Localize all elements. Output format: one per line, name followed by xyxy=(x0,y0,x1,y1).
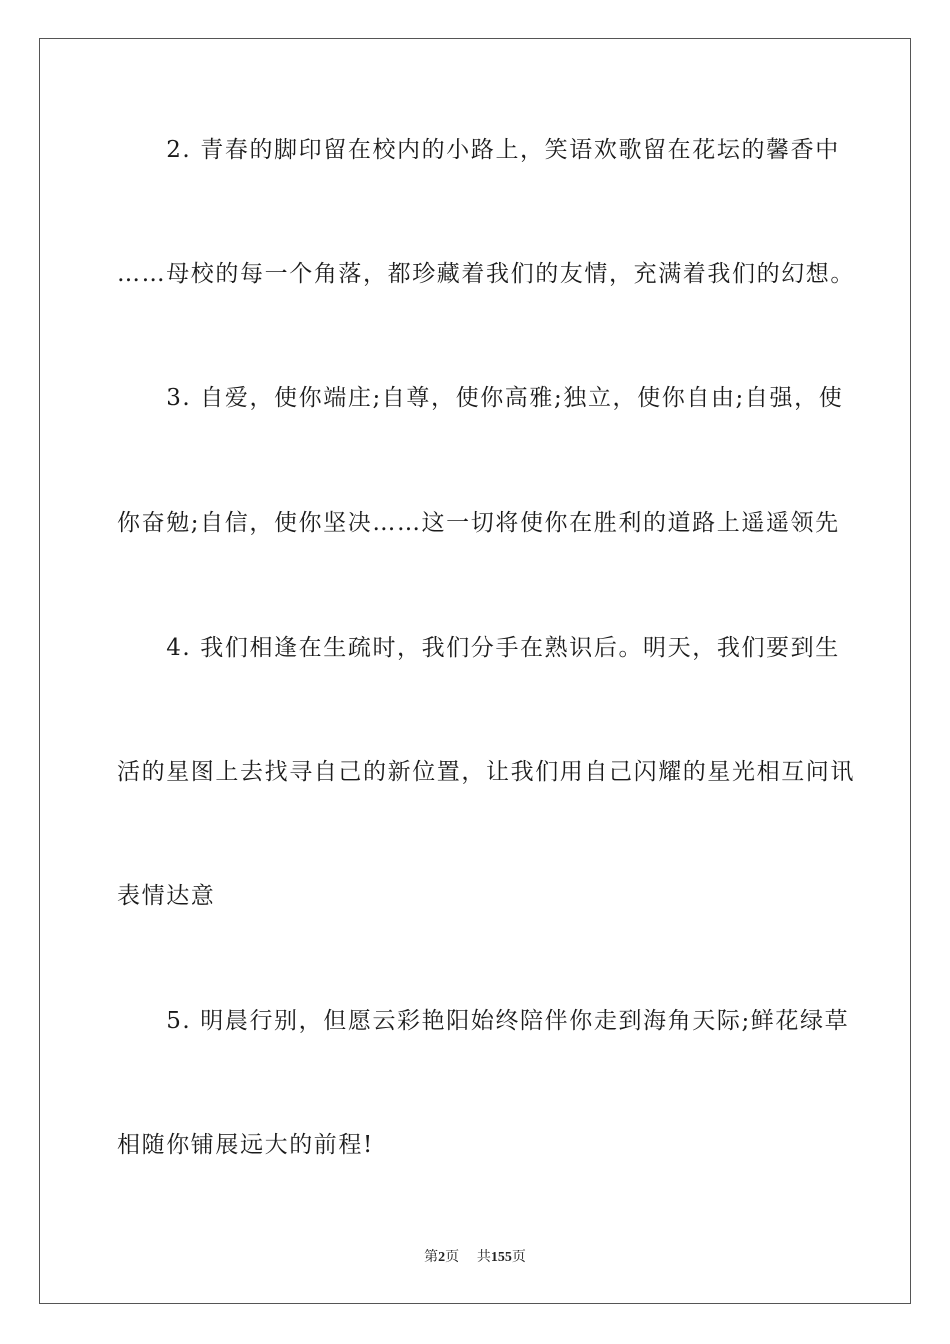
page-number: 2 xyxy=(438,1250,446,1265)
total-pages: 155 xyxy=(490,1250,512,1265)
paragraph-3-line-1: 3. 自爱，使你端庄;自尊，使你高雅;独立，使你自由;自强，使 xyxy=(117,385,844,411)
paragraph-4-line-3: 表情达意 xyxy=(117,883,216,909)
paragraph-2-line-1: 2. 青春的脚印留在校内的小路上，笑语欢歌留在花坛的馨香中 xyxy=(117,137,840,163)
total-suffix: 页 xyxy=(511,1249,526,1265)
page-footer xyxy=(0,1247,950,1268)
total-prefix: 共 xyxy=(476,1249,491,1265)
paragraph-2-line-2: ……母校的每一个角落，都珍藏着我们的友情，充满着我们的幻想。 xyxy=(117,261,855,287)
paragraph-4-line-1: 4. 我们相逢在生疏时，我们分手在熟识后。明天，我们要到生 xyxy=(117,635,840,661)
page-prefix: 第 xyxy=(424,1249,439,1265)
page-suffix: 页 xyxy=(445,1249,460,1265)
paragraph-3-line-2: 你奋勉;自信，使你坚决……这一切将使你在胜利的道路上遥遥领先 xyxy=(117,510,840,536)
paragraph-5-line-1: 5. 明晨行别，但愿云彩艳阳始终陪伴你走到海角天际;鲜花绿草 xyxy=(117,1008,850,1034)
paragraph-5-line-2: 相随你铺展远大的前程! xyxy=(117,1132,374,1158)
page-border xyxy=(39,38,911,1304)
paragraph-4-line-2: 活的星图上去找寻自己的新位置，让我们用自己闪耀的星光相互问讯 xyxy=(117,759,855,785)
